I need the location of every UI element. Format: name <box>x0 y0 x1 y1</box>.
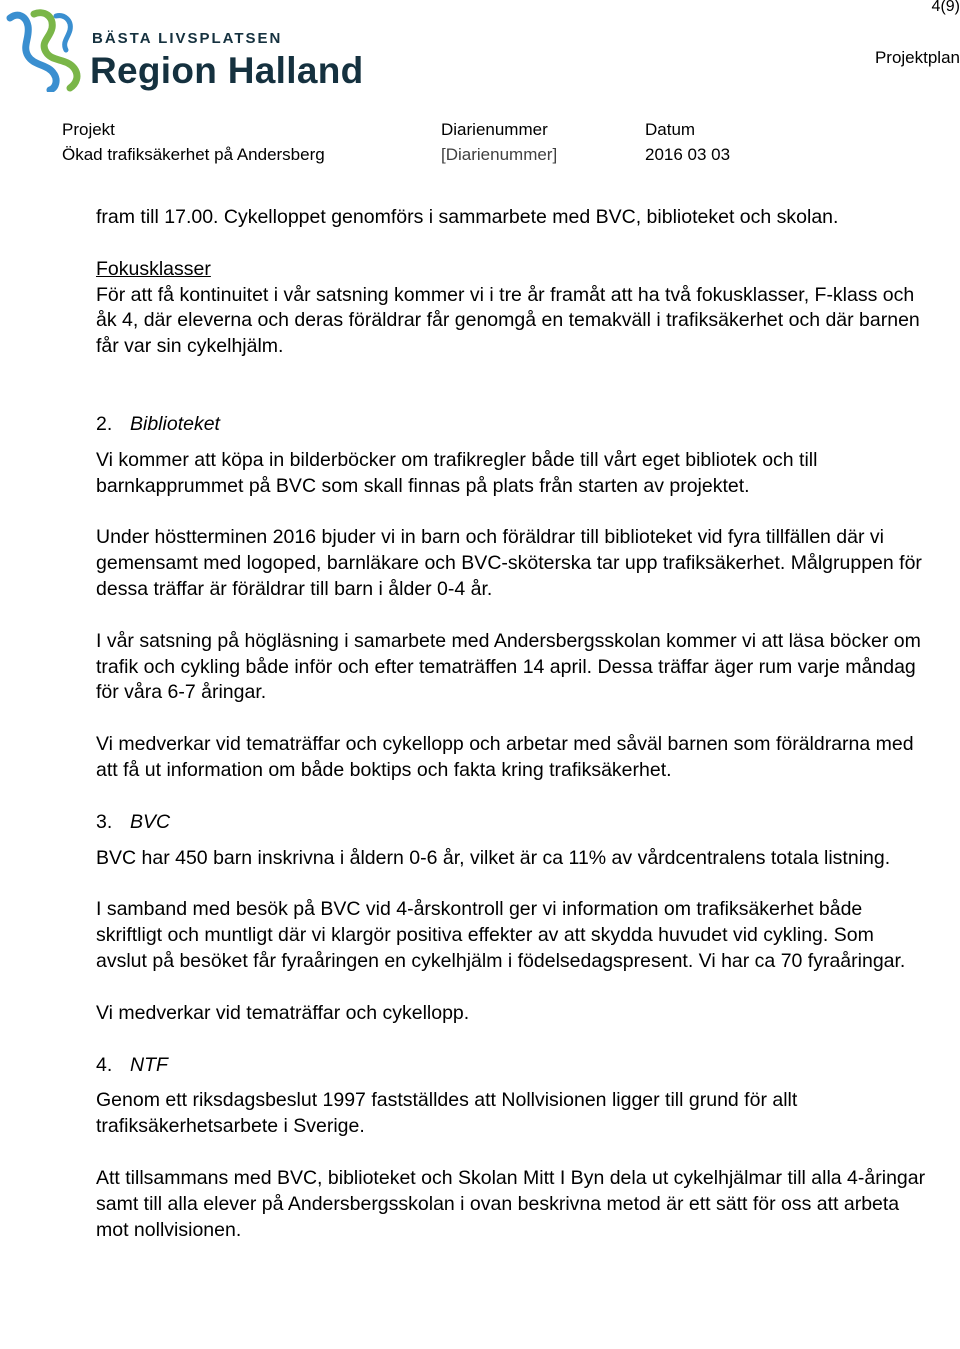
section-4-heading <box>96 1053 926 1079</box>
section-4-number: 4. <box>96 1053 113 1076</box>
section-3-paragraph-3: Vi medverkar vid tematräffar och cykellopp. <box>96 1001 470 1024</box>
meta-diarie-label: Diarienummer <box>441 120 548 139</box>
intro-paragraph: fram till 17.00. Cykelloppet genomförs i sammarbete med BVC, biblioteket och skolan. <box>96 206 839 228</box>
section-3-heading <box>96 810 926 836</box>
meta-date-label: Datum <box>645 120 696 139</box>
section-4-title: NTF <box>130 1053 168 1076</box>
meta-project <box>62 117 325 167</box>
fokusklasser-heading: Fokusklasser <box>96 257 211 280</box>
section-4-paragraph-2: Att tillsammans med BVC, biblioteket och Skolan Mitt I Byn dela ut cykelhjälmar till alla 4-åringar samt till alla elever på Andersbergsskolan i ovan beskrivna metod är ett sätt för oss att arbeta mot nollvisionen. <box>96 1166 926 1241</box>
page-number: 4(9) <box>931 0 960 15</box>
section-2-title: Biblioteket <box>130 412 220 435</box>
meta-project-value: Ökad trafiksäkerhet på Andersberg <box>62 145 325 164</box>
document-type: Projektplan <box>874 48 960 67</box>
section-2-paragraph-2: Under höstterminen 2016 bjuder vi in barn och föräldrar till biblioteket vid fyra tillfällen där vi gemensamt med logoped, barnläkare och BVC-sköterska tar upp trafiksäkerhet. Målgruppen för dessa träffar är föräldrar till barn i ålder 0-4 år. <box>96 526 922 600</box>
section-3-paragraph-2: I samband med besök på BVC vid 4-årskontroll ger vi information om trafiksäkerhet både skriftligt och muntligt där vi klargör positiva effekter av att skydda huvudet vid cykling. Som avslut på besöket får fyraåringen en cykelhjälm i födelsedagspresent. Vi har ca 70 fyraåringar. <box>96 898 906 972</box>
section-2-paragraph-4: Vi medverkar vid tematräffar och cykellopp och arbetar med såväl barnen som föräldrarna med att få ut information om både boktips och fakta kring trafiksäkerhet. <box>96 733 914 781</box>
section-3-number: 3. <box>96 810 113 833</box>
logo-name: Region Halland <box>90 50 364 91</box>
logo-mark-icon <box>4 8 88 92</box>
meta-date <box>645 117 730 167</box>
section-4-paragraph-1: Genom ett riksdagsbeslut 1997 fastställdes att Nollvisionen ligger till grund för allt trafiksäkerhetsarbete i Sverige. <box>96 1089 798 1138</box>
logo-tagline: BÄSTA LIVSPLATSEN <box>92 30 283 47</box>
meta-date-value: 2016 03 03 <box>645 145 731 164</box>
section-3-paragraph-1: BVC har 450 barn inskrivna i åldern 0-6 år, vilket är ca 11% av vårdcentralens totala listning. <box>96 846 891 869</box>
section-2-heading <box>96 412 926 438</box>
meta-diarienummer <box>441 117 557 167</box>
meta-diarie-value: [Diarienummer] <box>441 145 558 164</box>
section-2-paragraph-3: I vår satsning på högläsning i samarbete med Andersbergsskolan kommer vi att läsa böcker om trafik och cykling både inför och efter tematräffen 14 april. Dessa träffar äger rum varje måndag för våra 6-7 åringar. <box>96 629 921 704</box>
document-body <box>96 205 926 1243</box>
section-2-number: 2. <box>96 412 113 435</box>
section-3-title: BVC <box>130 810 171 833</box>
meta-project-label: Projekt <box>62 120 115 139</box>
section-2-paragraph-1: Vi kommer att köpa in bilderböcker om trafikregler både till vårt eget bibliotek och till barnkapprummet på BVC som skall finnas på plats från starten av projektet. <box>96 448 818 497</box>
region-halland-logo <box>0 0 370 100</box>
fokusklasser-paragraph: För att få kontinuitet i vår satsning kommer vi i tre år framåt att ha två fokusklasser, F-klass och åk 4, där eleverna och deras föräldrar får genomgå en temakväll i trafiksäkerhet och där barnen får var sin cykelhjälm. <box>96 283 920 358</box>
